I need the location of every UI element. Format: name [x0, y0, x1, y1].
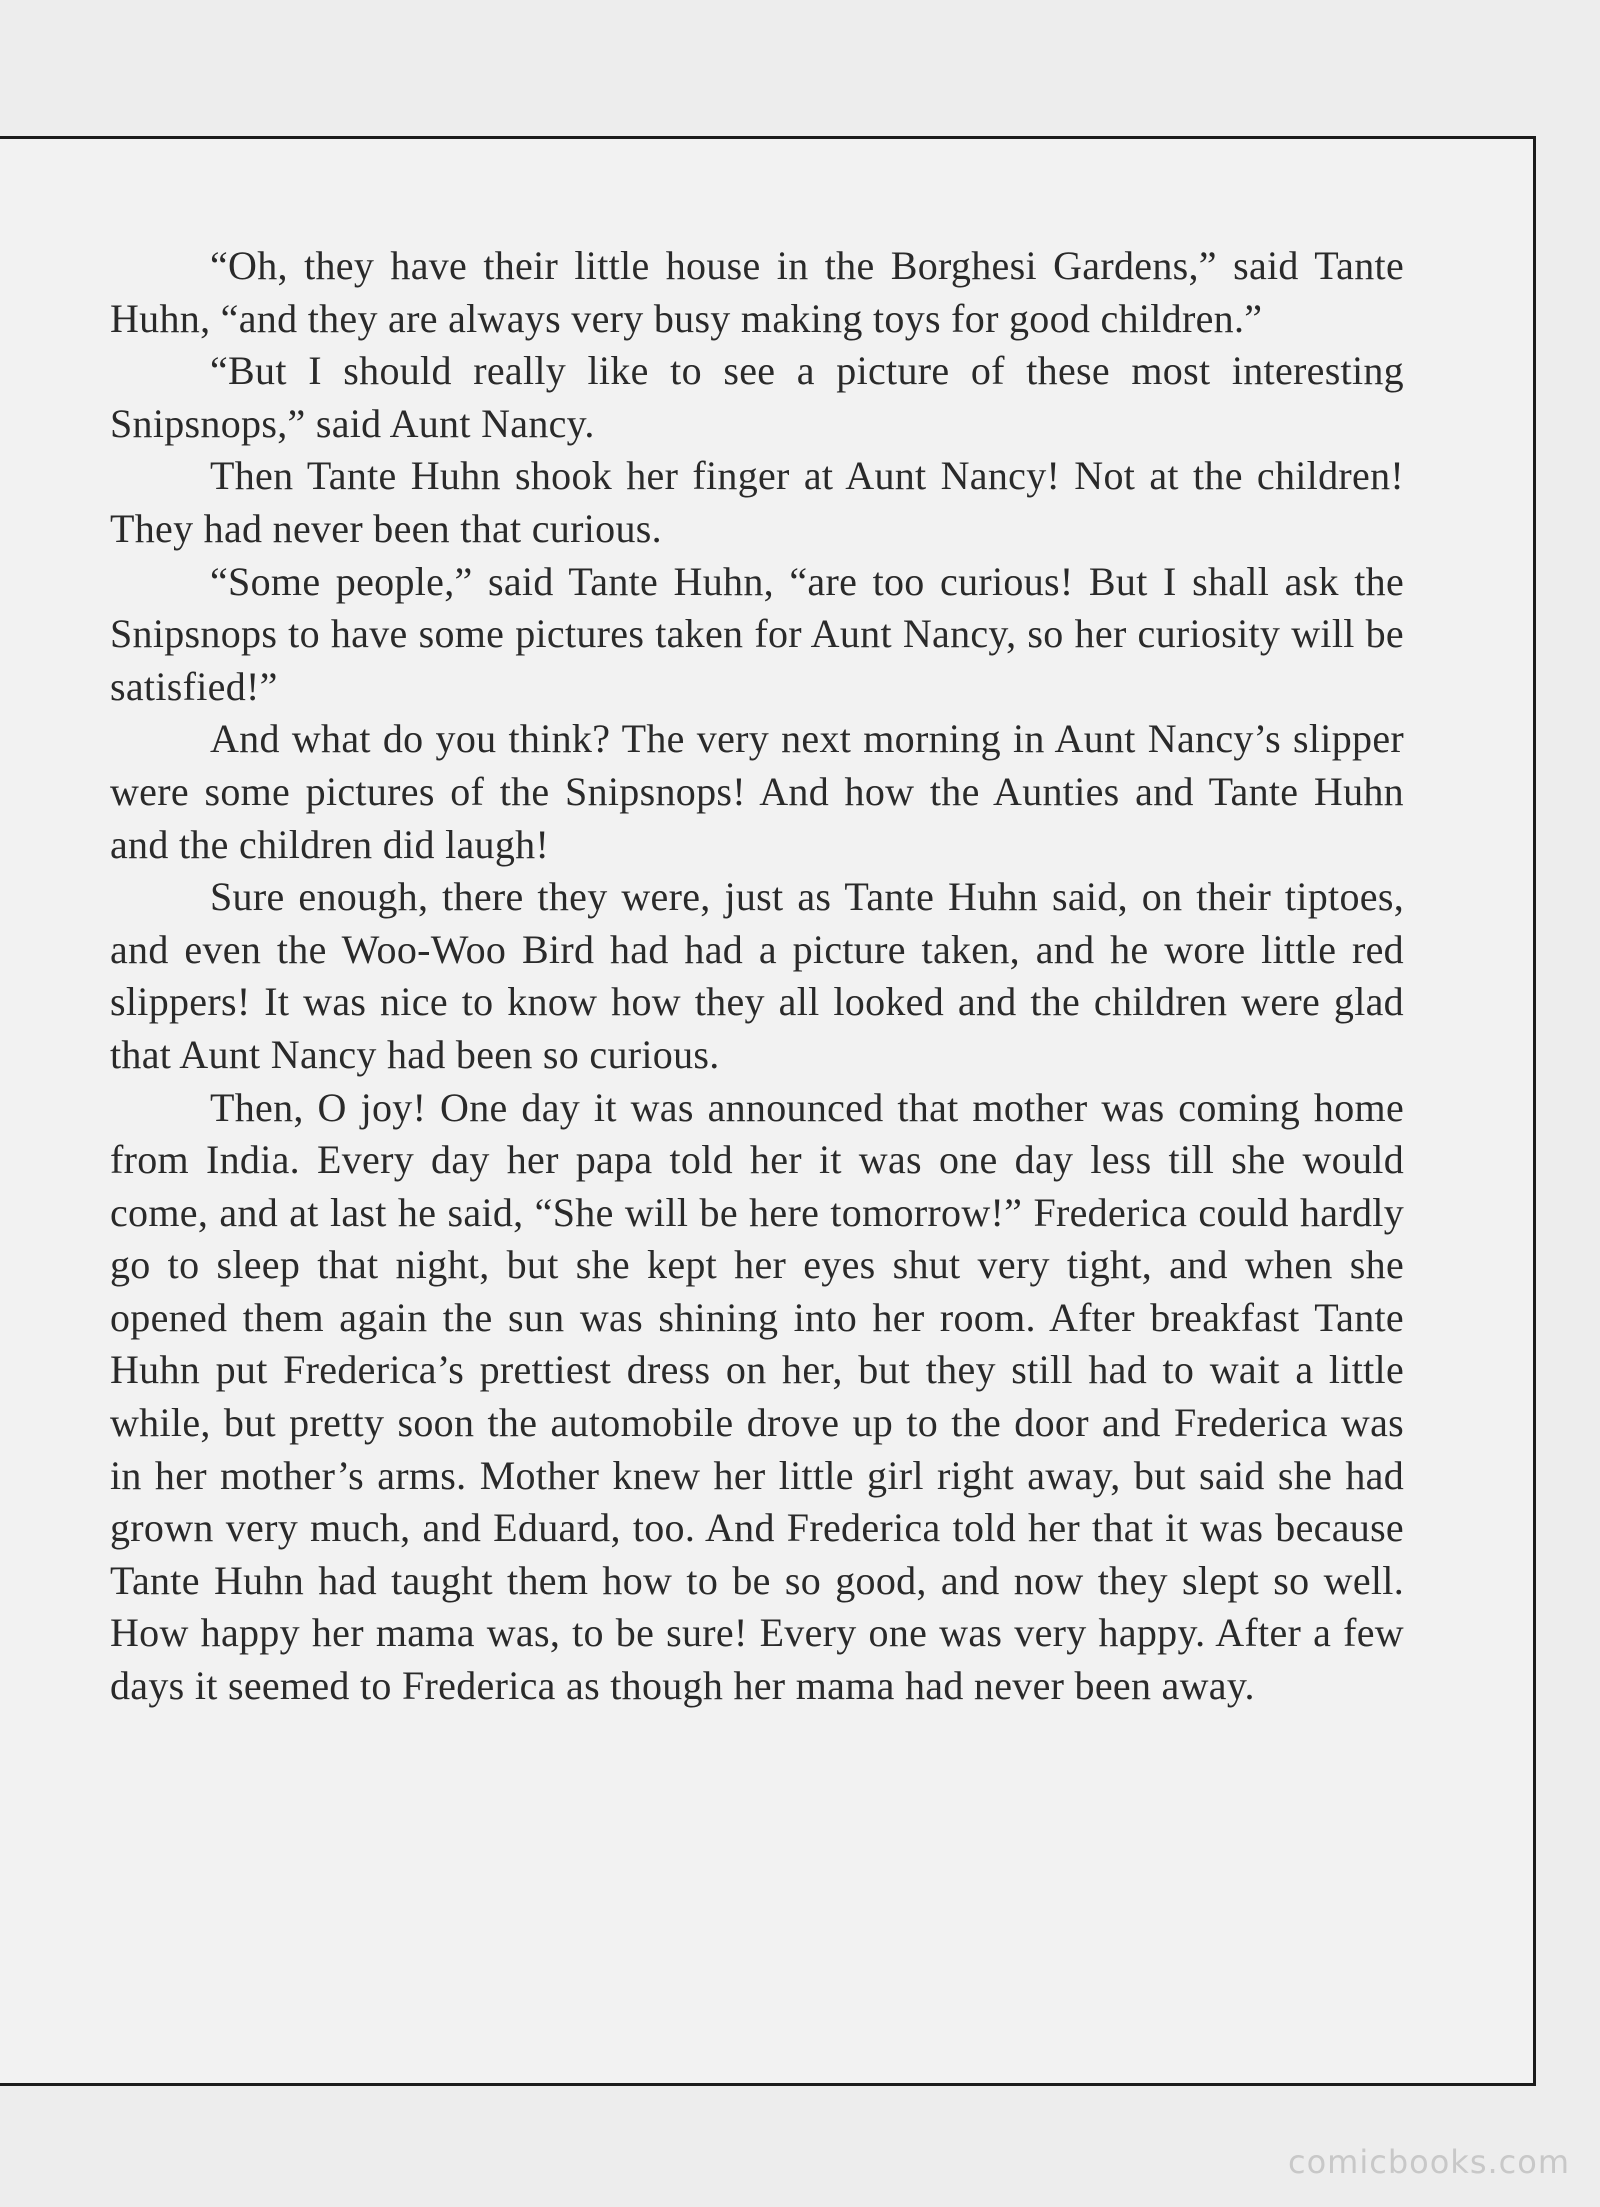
paragraph-1: “Oh, they have their little house in the Borghesi Gardens,” said Tante Huhn, “and they are always very busy making toys for good children.” [110, 243, 1404, 341]
paragraph-7: Then, O joy! One day it was announced that mother was coming home from India. Every day her papa told her it was one day less till she would come, and at last he said, “She will be here tomorrow!” Frederica could hardly go to sleep that night, but she kept her eyes shut very tight, and when she opened them again the sun was shining into her room. After breakfast Tante Huhn put Frederica’s prettiest dress on her, but they still had to wait a little while, but pretty soon the automobile drove up to the door and Frederica was in her mother’s arms. Mother knew her little girl right away, but said she had grown very much, and Eduard, too. And Frederica told her that it was because Tante Huhn had taught them how to be so good, and now they slept so well. How happy her mama was, to be sure! Every one was very happy. After a few days it seemed to Frederica as though her mama had never been away. [110, 1084, 1404, 1709]
paragraph-4: “Some people,” said Tante Huhn, “are too curious! But I shall ask the Snipsnops to have some pictures taken for Aunt Nancy, so her curiosity will be satisfied!” [110, 558, 1404, 709]
paragraph-3: Then Tante Huhn shook her finger at Aunt Nancy! Not at the children! They had never been that curious. [110, 453, 1404, 551]
story-text [110, 240, 1404, 1713]
watermark: comicbooks.com [1287, 2143, 1570, 2181]
paragraph-5: And what do you think? The very next morning in Aunt Nancy’s slipper were some pictures of the Snipsnops! And how the Aunties and Tante Huhn and the children did laugh! [110, 716, 1404, 867]
paragraph-2: “But I should really like to see a picture of these most interesting Snipsnops,” said Aunt Nancy. [110, 348, 1404, 446]
paragraph-6: Sure enough, there they were, just as Tante Huhn said, on their tiptoes, and even the Woo-Woo Bird had had a picture taken, and he wore little red slippers! It was nice to know how they all looked and the children were glad that Aunt Nancy had been so curious. [110, 874, 1404, 1077]
